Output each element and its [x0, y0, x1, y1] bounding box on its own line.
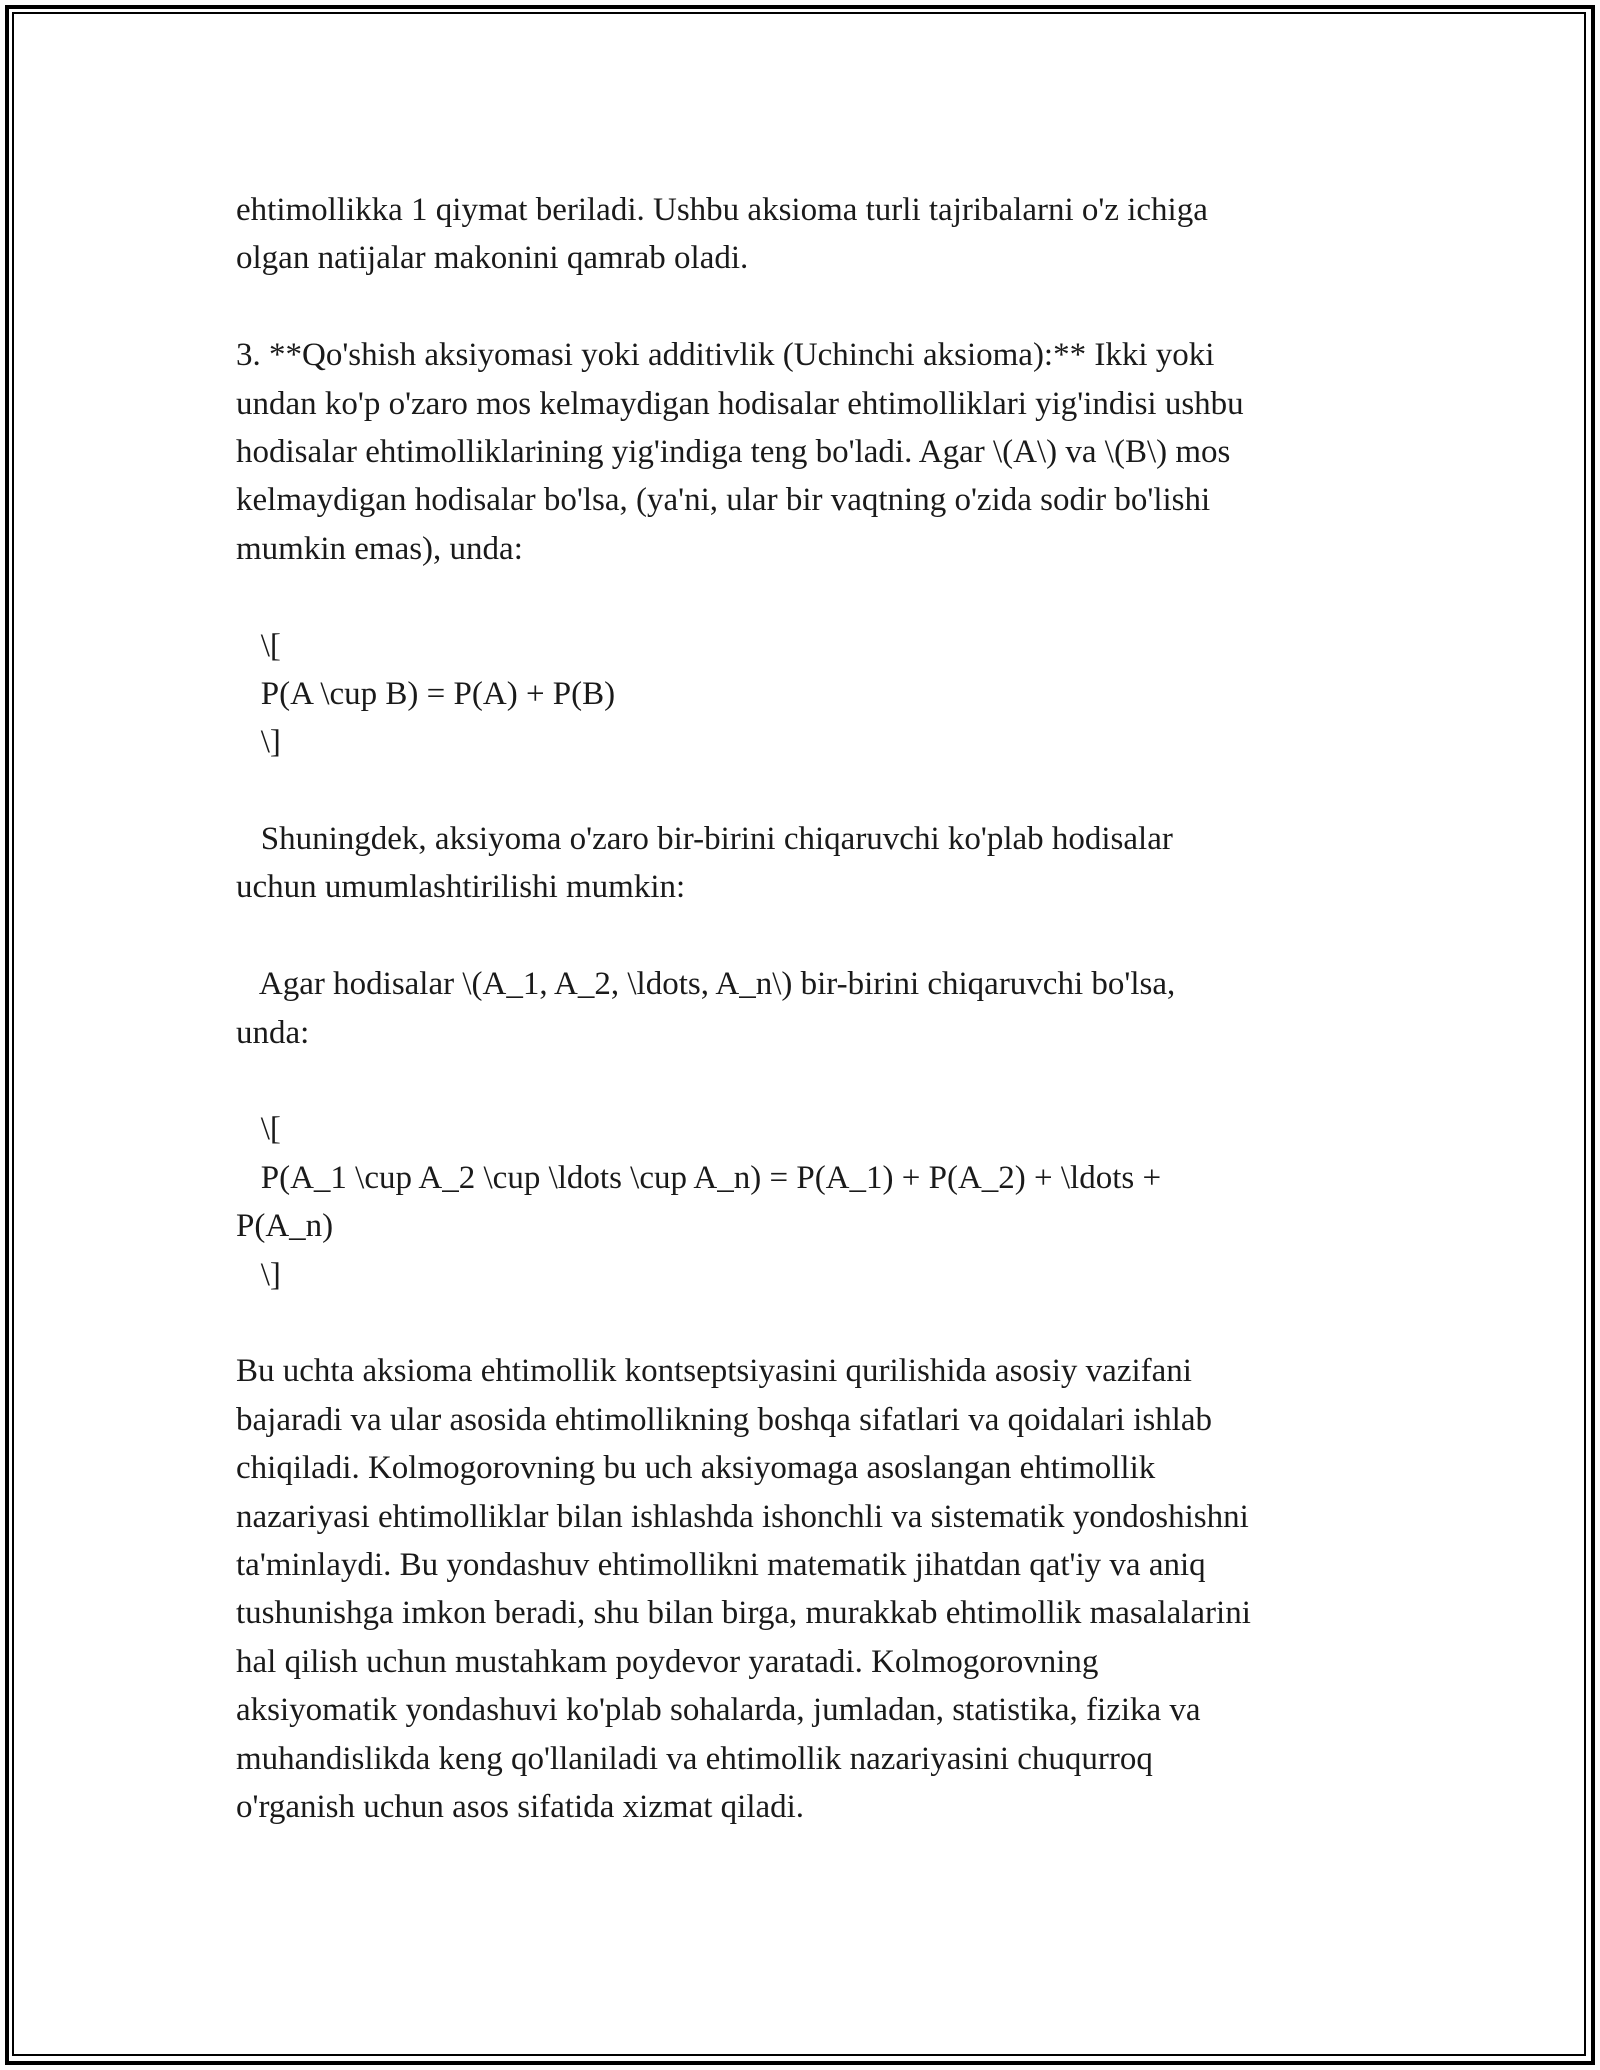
formula-line: P(A_n) [236, 1208, 334, 1245]
text-line: Agar hodisalar \(A_1, A_2, \ldots, A_n\) bir-birini chiqaruvchi bo'lsa, [236, 966, 1176, 1003]
text-line: unda: [236, 1014, 310, 1051]
text-line: nazariyasi ehtimolliklar bilan ishlashda ishonchli va sistematik yondoshishni [236, 1498, 1249, 1535]
text-line: Shuningdek, aksiyoma o'zaro bir-birini chiqaruvchi ko'plab hodisalar [236, 821, 1173, 858]
text-line: mumkin emas), unda: [236, 530, 523, 567]
blank-line [236, 912, 1396, 960]
text-line: undan ko'p o'zaro mos kelmaydigan hodisalar ehtimolliklari yig'indisi ushbu [236, 385, 1244, 422]
text-line: olgan natijalar makonini qamrab oladi. [236, 240, 749, 277]
text-line: ehtimollikka 1 qiymat beriladi. Ushbu aksioma turli tajribalarni o'z ichiga [236, 192, 1208, 228]
text-line: aksiyomatik yondashuvi ko'plab sohalarda, jumladan, statistika, fizika va [236, 1692, 1201, 1729]
text-line: o'rganish uchun asos sifatida xizmat qiladi. [236, 1788, 805, 1825]
text-line: tushunishga imkon beradi, shu bilan birga, murakkab ehtimollik masalalarini [236, 1595, 1251, 1632]
document-body [236, 186, 1396, 1831]
blank-line [236, 767, 1396, 815]
text-line: hal qilish uchun mustahkam poydevor yaratadi. Kolmogorovning [236, 1643, 1099, 1680]
formula-line: \[ [236, 1111, 281, 1148]
text-line: uchun umumlashtirilishi mumkin: [236, 869, 686, 906]
text-line: 3. **Qo'shish aksiyomasi yoki additivlik (Uchinchi aksioma):** Ikki yoki [236, 337, 1215, 374]
formula-line: \] [236, 724, 281, 761]
text-line: Bu uchta aksioma ehtimollik kontseptsiyasini qurilishida asosiy vazifani [236, 1353, 1192, 1390]
blank-line [236, 283, 1396, 331]
blank-line [236, 573, 1396, 621]
text-line: bajaradi va ular asosida ehtimollikning boshqa sifatlari va qoidalari ishlab [236, 1401, 1212, 1438]
text-line: chiqiladi. Kolmogorovning bu uch aksiyomaga asoslangan ehtimollik [236, 1450, 1156, 1487]
blank-line [236, 1299, 1396, 1347]
formula-line: \] [236, 1256, 281, 1293]
formula-line: P(A_1 \cup A_2 \cup \ldots \cup A_n) = P(A_1) + P(A_2) + \ldots + [236, 1159, 1162, 1196]
text-line: muhandislikda keng qo'llaniladi va ehtimollik nazariyasini chuqurroq [236, 1740, 1153, 1777]
text-line: ta'minlaydi. Bu yondashuv ehtimollikni matematik jihatdan qat'iy va aniq [236, 1546, 1206, 1583]
formula-line: \[ [236, 627, 281, 664]
text-line: hodisalar ehtimolliklarining yig'indiga teng bo'ladi. Agar \(A\) va \(B\) mos [236, 433, 1231, 470]
formula-line: P(A \cup B) = P(A) + P(B) [236, 675, 616, 712]
blank-line [236, 1057, 1396, 1105]
text-line: kelmaydigan hodisalar bo'lsa, (ya'ni, ular bir vaqtning o'zida sodir bo'lishi [236, 482, 1211, 519]
